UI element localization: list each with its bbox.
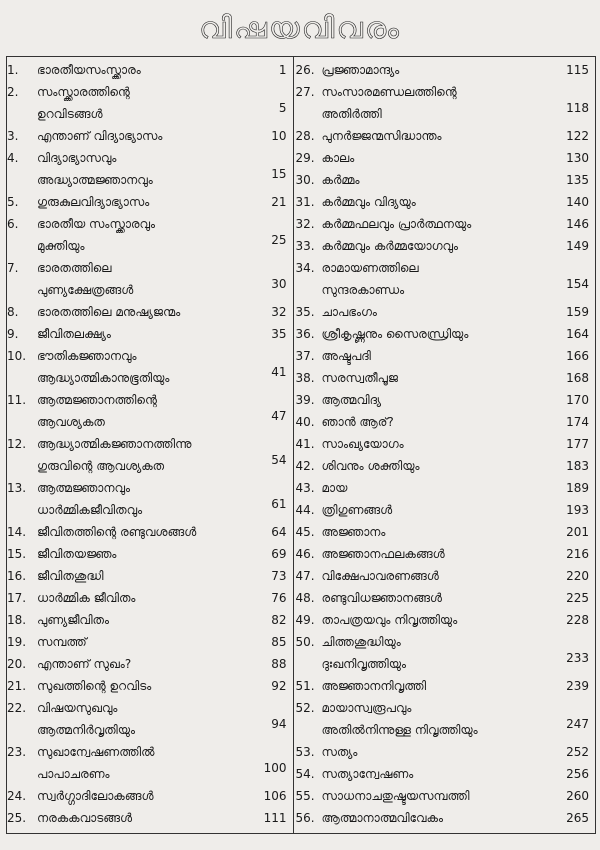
- toc-entry-title: വിദ്യാഭ്യാസവും: [37, 151, 117, 165]
- toc-entry-number: 55.: [295, 789, 315, 803]
- toc-entry-page: 265: [566, 811, 589, 825]
- toc-entry: [7, 698, 293, 742]
- toc-entry-title: കർമ്മം: [321, 173, 360, 187]
- toc-left-column: [7, 57, 294, 833]
- toc-entry-number: 27.: [295, 85, 315, 99]
- toc-entry-number: 54.: [295, 767, 315, 781]
- toc-entry-number: 47.: [295, 569, 315, 583]
- toc-entry-title: ആത്മാനാത്മവിവേകം: [321, 811, 443, 825]
- toc-entry: [294, 258, 595, 302]
- toc-entry: [294, 742, 595, 764]
- toc-entry-page: 69: [271, 547, 287, 561]
- toc-entry: [294, 808, 595, 830]
- toc-entry: [294, 676, 595, 698]
- toc-entry-page: 216: [566, 547, 589, 561]
- toc-entry: [294, 456, 595, 478]
- toc-entry-page: 135: [566, 173, 589, 187]
- toc-entry-number: 16.: [7, 569, 27, 583]
- toc-entry: [294, 588, 595, 610]
- toc-entry: [294, 214, 595, 236]
- toc-entry: [294, 82, 595, 126]
- toc-entry-title: ജീവിതലക്ഷ്യം: [37, 327, 111, 341]
- toc-entry-page: 239: [566, 679, 589, 693]
- toc-entry-number: 28.: [295, 129, 315, 143]
- toc-entry-title: ഉറവിടങ്ങൾ: [37, 107, 103, 121]
- toc-entry-number: 44.: [295, 503, 315, 517]
- toc-entry: [7, 82, 293, 126]
- toc-entry-page: 174: [566, 415, 589, 429]
- toc-entry-title: ആത്മജ്ഞാനവും: [37, 481, 131, 495]
- toc-entry-title: അജ്ഞാനഫലകങ്ങൾ: [321, 547, 445, 561]
- toc-entry: [294, 236, 595, 258]
- toc-entry-page: 122: [566, 129, 589, 143]
- toc-entry-title: ആത്മവിദ്യ: [321, 393, 382, 407]
- toc-entry: [294, 522, 595, 544]
- toc-entry-title: ഭാരതത്തിലെ: [37, 261, 112, 275]
- toc-entry: [7, 214, 293, 258]
- toc-entry: [294, 566, 595, 588]
- toc-entry: [294, 148, 595, 170]
- toc-entry-title: ഭാരതത്തിലെ മനുഷ്യജന്മം: [37, 305, 181, 319]
- toc-entry-number: 49.: [295, 613, 315, 627]
- toc-entry-number: 41.: [295, 437, 315, 451]
- toc-entry-number: 11.: [7, 393, 27, 407]
- toc-entry-number: 25.: [7, 811, 27, 825]
- toc-entry: [294, 346, 595, 368]
- toc-entry-page: 35: [271, 327, 287, 341]
- toc-entry-page: 166: [566, 349, 589, 363]
- toc-entry-page: 100: [263, 761, 287, 775]
- toc-entry-page: 225: [566, 591, 589, 605]
- toc-entry: [7, 390, 293, 434]
- toc-entry-title: പ്രജ്ഞാമാന്ദ്യം: [321, 63, 400, 77]
- toc-entry: [294, 368, 595, 390]
- toc-entry-page: 1: [278, 63, 287, 77]
- toc-entry-title: സത്യാന്വേഷണം: [321, 767, 414, 781]
- toc-entry-number: 8.: [7, 305, 19, 319]
- toc-entry-title: ശ്രീകൃഷ്ണനും സൈരന്ധ്രിയും: [321, 327, 469, 341]
- toc-entry-number: 48.: [295, 591, 315, 605]
- toc-entry: [7, 258, 293, 302]
- toc-right-column: [294, 57, 595, 833]
- toc-entry-title: ഭൗതികജ്ഞാനവും: [37, 349, 137, 363]
- toc-entry-title: ചിത്തശുദ്ധിയും: [321, 635, 401, 649]
- toc-entry: [294, 192, 595, 214]
- toc-entry-title: സത്യം: [321, 745, 358, 759]
- toc-entry-number: 37.: [295, 349, 315, 363]
- toc-entry-number: 1.: [7, 63, 19, 77]
- toc-entry-page: 260: [566, 789, 589, 803]
- toc-entry-title: അഷ്ടപദി: [321, 349, 371, 363]
- toc-entry-number: 46.: [295, 547, 315, 561]
- toc-entry-title: പുനർജ്ജന്മസിദ്ധാന്തം: [321, 129, 442, 143]
- toc-entry-number: 6.: [7, 217, 19, 231]
- toc-entry-title: സ്വർഗ്ഗാദിലോകങ്ങൾ: [37, 789, 154, 803]
- toc-entry-page: 54: [271, 453, 287, 467]
- toc-entry: [7, 610, 293, 632]
- toc-entry-title: എന്താണ് സുഖം?: [37, 657, 132, 671]
- toc-entry-page: 73: [271, 569, 287, 583]
- toc-entry-number: 36.: [295, 327, 315, 341]
- toc-entry-number: 53.: [295, 745, 315, 759]
- toc-entry-title: സംസാരമണ്ഡലത്തിന്റെ: [321, 85, 457, 99]
- toc-entry: [7, 808, 293, 830]
- toc-entry: [7, 60, 293, 82]
- toc-entry-title: ദുഃഖനിവൃത്തിയും: [321, 657, 407, 671]
- toc-entry-page: 118: [566, 101, 589, 115]
- toc-entry-number: 7.: [7, 261, 19, 275]
- toc-entry-title: അതിൽനിന്നുള്ള നിവൃത്തിയും: [321, 723, 478, 737]
- toc-entry-number: 5.: [7, 195, 19, 209]
- toc-entry: [294, 126, 595, 148]
- toc-entry: [7, 324, 293, 346]
- toc-entry-number: 31.: [295, 195, 315, 209]
- toc-entry-page: 25: [271, 233, 287, 247]
- toc-entry-number: 23.: [7, 745, 27, 759]
- toc-entry: [294, 390, 595, 412]
- toc-entry-page: 233: [566, 651, 589, 665]
- toc-entry-number: 12.: [7, 437, 27, 451]
- table-of-contents: [6, 56, 596, 834]
- toc-entry-number: 39.: [295, 393, 315, 407]
- toc-entry-page: 170: [566, 393, 589, 407]
- toc-entry: [294, 60, 595, 82]
- toc-entry-page: 94: [271, 717, 287, 731]
- toc-entry: [294, 544, 595, 566]
- toc-entry-page: 32: [271, 305, 287, 319]
- toc-entry-page: 228: [566, 613, 589, 627]
- toc-entry-title: ജീവിതത്തിന്റെ രണ്ടുവശങ്ങൾ: [37, 525, 197, 539]
- toc-entry-number: 51.: [295, 679, 315, 693]
- toc-entry-title: ഞാൻ ആര്?: [321, 415, 394, 429]
- toc-entry-number: 29.: [295, 151, 315, 165]
- toc-entry-page: 149: [566, 239, 589, 253]
- toc-entry-title: ധാർമ്മികജീവിതവും: [37, 503, 143, 517]
- toc-entry-title: ഭാരതീയ സംസ്ക്കാരവും: [37, 217, 156, 231]
- toc-entry-number: 13.: [7, 481, 27, 495]
- toc-entry: [294, 434, 595, 456]
- toc-entry-number: 32.: [295, 217, 315, 231]
- toc-entry-title: മായ: [321, 481, 348, 495]
- toc-entry-page: 111: [263, 811, 287, 825]
- toc-entry-page: 159: [566, 305, 589, 319]
- toc-entry-title: സരസ്വതീപൂജ: [321, 371, 399, 385]
- toc-entry-page: 220: [566, 569, 589, 583]
- toc-entry-title: കാലം: [321, 151, 355, 165]
- toc-entry: [7, 522, 293, 544]
- toc-entry-title: ആദ്ധ്യാത്മികജ്ഞാനത്തിന്നു: [37, 437, 192, 451]
- toc-entry-page: 21: [271, 195, 287, 209]
- toc-entry-page: 177: [566, 437, 589, 451]
- toc-entry: [7, 192, 293, 214]
- toc-entry: [7, 632, 293, 654]
- toc-entry-title: രണ്ടുവിധജ്ഞാനങ്ങൾ: [321, 591, 442, 605]
- toc-entry-number: 9.: [7, 327, 19, 341]
- toc-entry-title: പുണ്യജീവിതം: [37, 613, 110, 627]
- toc-entry: [7, 544, 293, 566]
- toc-entry: [294, 610, 595, 632]
- toc-entry: [294, 324, 595, 346]
- toc-entry-number: 14.: [7, 525, 27, 539]
- toc-entry-number: 18.: [7, 613, 27, 627]
- toc-entry-title: എന്താണ് വിദ്യാഭ്യാസം: [37, 129, 163, 143]
- toc-entry-page: 61: [271, 497, 287, 511]
- toc-entry: [7, 654, 293, 676]
- toc-entry-page: 252: [566, 745, 589, 759]
- toc-entry-title: കർമ്മഫലവും പ്രാർത്ഥനയും: [321, 217, 472, 231]
- toc-entry-title: അജ്ഞാനനിവൃത്തി: [321, 679, 427, 693]
- toc-entry-title: ആത്മജ്ഞാനത്തിന്റെ: [37, 393, 157, 407]
- toc-entry-title: ത്രിഗുണങ്ങൾ: [321, 503, 393, 517]
- toc-entry-number: 2.: [7, 85, 19, 99]
- toc-entry-title: ആത്മനിർവൃതിയും: [37, 723, 136, 737]
- toc-entry-title: സുഖാന്വേഷണത്തിൽ: [37, 745, 155, 759]
- toc-entry-page: 82: [271, 613, 287, 627]
- toc-entry-page: 154: [566, 277, 589, 291]
- toc-entry: [7, 786, 293, 808]
- toc-entry: [294, 698, 595, 742]
- toc-entry-title: ആവശ്യകത: [37, 415, 105, 429]
- toc-entry-page: 183: [566, 459, 589, 473]
- toc-entry: [7, 676, 293, 698]
- toc-entry-page: 193: [566, 503, 589, 517]
- toc-entry: [294, 786, 595, 808]
- toc-entry-title: വിഷയസുഖവും: [37, 701, 118, 715]
- toc-entry-title: മായാസ്വരൂപവും: [321, 701, 412, 715]
- toc-entry-page: 92: [271, 679, 287, 693]
- toc-entry-title: ജീവിതശുദ്ധി: [37, 569, 104, 583]
- toc-entry-page: 88: [271, 657, 287, 671]
- toc-entry-page: 189: [566, 481, 589, 495]
- toc-entry-number: 20.: [7, 657, 27, 671]
- toc-entry-number: 52.: [295, 701, 315, 715]
- toc-entry-title: സംസ്ക്കാരത്തിന്റെ: [37, 85, 130, 99]
- toc-entry-title: ഗുരുവിന്റെ ആവശ്യകത: [37, 459, 165, 473]
- toc-entry-number: 42.: [295, 459, 315, 473]
- toc-entry-page: 256: [566, 767, 589, 781]
- toc-entry-number: 38.: [295, 371, 315, 385]
- toc-entry-page: 30: [271, 277, 287, 291]
- toc-entry-title: കർമ്മവും കർമ്മയോഗവും: [321, 239, 459, 253]
- toc-entry-page: 106: [263, 789, 287, 803]
- toc-entry-number: 30.: [295, 173, 315, 187]
- toc-entry-page: 41: [271, 365, 287, 379]
- toc-entry-title: ധാർമ്മിക ജീവിതം: [37, 591, 136, 605]
- toc-entry-title: ജീവിതയജ്ഞം: [37, 547, 117, 561]
- toc-entry-number: 45.: [295, 525, 315, 539]
- toc-entry-number: 33.: [295, 239, 315, 253]
- toc-entry: [294, 412, 595, 434]
- toc-entry-title: പാപാചരണം: [37, 767, 110, 781]
- toc-entry-title: സുഖത്തിന്റെ ഉറവിടം: [37, 679, 152, 693]
- toc-entry: [7, 478, 293, 522]
- toc-entry-page: 5: [278, 101, 287, 115]
- toc-entry-number: 22.: [7, 701, 27, 715]
- toc-entry-title: ആദ്ധ്യാത്മികാനുഭൂതിയും: [37, 371, 170, 385]
- toc-entry-number: 24.: [7, 789, 27, 803]
- toc-entry-title: സമ്പത്ത്: [37, 635, 87, 649]
- toc-entry-number: 43.: [295, 481, 315, 495]
- toc-entry-title: വിക്ഷേപാവരണങ്ങൾ: [321, 569, 439, 583]
- toc-entry-title: മുക്തിയും: [37, 239, 85, 253]
- toc-entry-page: 85: [271, 635, 287, 649]
- toc-entry: [294, 632, 595, 676]
- toc-entry-page: 164: [566, 327, 589, 341]
- toc-entry-number: 56.: [295, 811, 315, 825]
- toc-entry: [7, 148, 293, 192]
- toc-entry-page: 64: [271, 525, 287, 539]
- toc-entry-page: 15: [271, 167, 287, 181]
- toc-entry-title: താപത്രയവും നിവൃത്തിയും: [321, 613, 458, 627]
- toc-entry-title: ചാപഭംഗം: [321, 305, 377, 319]
- toc-entry: [7, 126, 293, 148]
- toc-entry-title: കർമ്മവും വിദ്യയും: [321, 195, 416, 209]
- toc-entry-number: 26.: [295, 63, 315, 77]
- toc-entry-title: അദ്ധ്യാത്മജ്ഞാനവും: [37, 173, 153, 187]
- toc-entry-title: അജ്ഞാനം: [321, 525, 386, 539]
- toc-entry-title: ഗുരുകുലവിദ്യാഭ്യാസം: [37, 195, 150, 209]
- toc-entry-page: 76: [271, 591, 287, 605]
- toc-entry-number: 19.: [7, 635, 27, 649]
- toc-entry-number: 10.: [7, 349, 27, 363]
- toc-entry-page: 140: [566, 195, 589, 209]
- toc-entry-page: 146: [566, 217, 589, 231]
- toc-entry-number: 50.: [295, 635, 315, 649]
- toc-entry: [7, 346, 293, 390]
- toc-entry-title: ശിവനും ശക്തിയും: [321, 459, 420, 473]
- toc-entry: [7, 434, 293, 478]
- toc-entry-number: 21.: [7, 679, 27, 693]
- toc-entry-title: സാധനാചതുഷ്ടയസമ്പത്തി: [321, 789, 470, 803]
- toc-entry-title: അതിർത്തി: [321, 107, 382, 121]
- toc-entry: [294, 302, 595, 324]
- toc-entry-page: 47: [271, 409, 287, 423]
- toc-entry: [7, 566, 293, 588]
- toc-entry-page: 247: [566, 717, 589, 731]
- toc-entry-number: 3.: [7, 129, 19, 143]
- toc-entry-title: നരകകവാടങ്ങൾ: [37, 811, 133, 825]
- toc-entry-number: 35.: [295, 305, 315, 319]
- toc-entry-page: 130: [566, 151, 589, 165]
- toc-entry-title: പുണ്യക്ഷേത്രങ്ങൾ: [37, 283, 134, 297]
- toc-entry: [294, 764, 595, 786]
- toc-entry: [7, 588, 293, 610]
- toc-entry-number: 4.: [7, 151, 19, 165]
- toc-entry-number: 34.: [295, 261, 315, 275]
- toc-entry-number: 40.: [295, 415, 315, 429]
- toc-entry-title: രാമായണത്തിലെ: [321, 261, 419, 275]
- toc-entry-page: 115: [566, 63, 589, 77]
- toc-entry-number: 17.: [7, 591, 27, 605]
- toc-entry: [7, 742, 293, 786]
- toc-entry-page: 201: [566, 525, 589, 539]
- toc-entry: [294, 170, 595, 192]
- toc-entry-title: ഭാരതീയസംസ്ക്കാരം: [37, 63, 141, 77]
- toc-entry: [294, 500, 595, 522]
- toc-entry: [294, 478, 595, 500]
- toc-entry-number: 15.: [7, 547, 27, 561]
- toc-entry-title: സുന്ദരകാണ്ഡം: [321, 283, 405, 297]
- page-title: വിഷയവിവരം: [199, 11, 401, 46]
- toc-entry-page: 10: [271, 129, 287, 143]
- toc-entry: [7, 302, 293, 324]
- toc-entry-page: 168: [566, 371, 589, 385]
- toc-entry-title: സാംഖ്യയോഗം: [321, 437, 404, 451]
